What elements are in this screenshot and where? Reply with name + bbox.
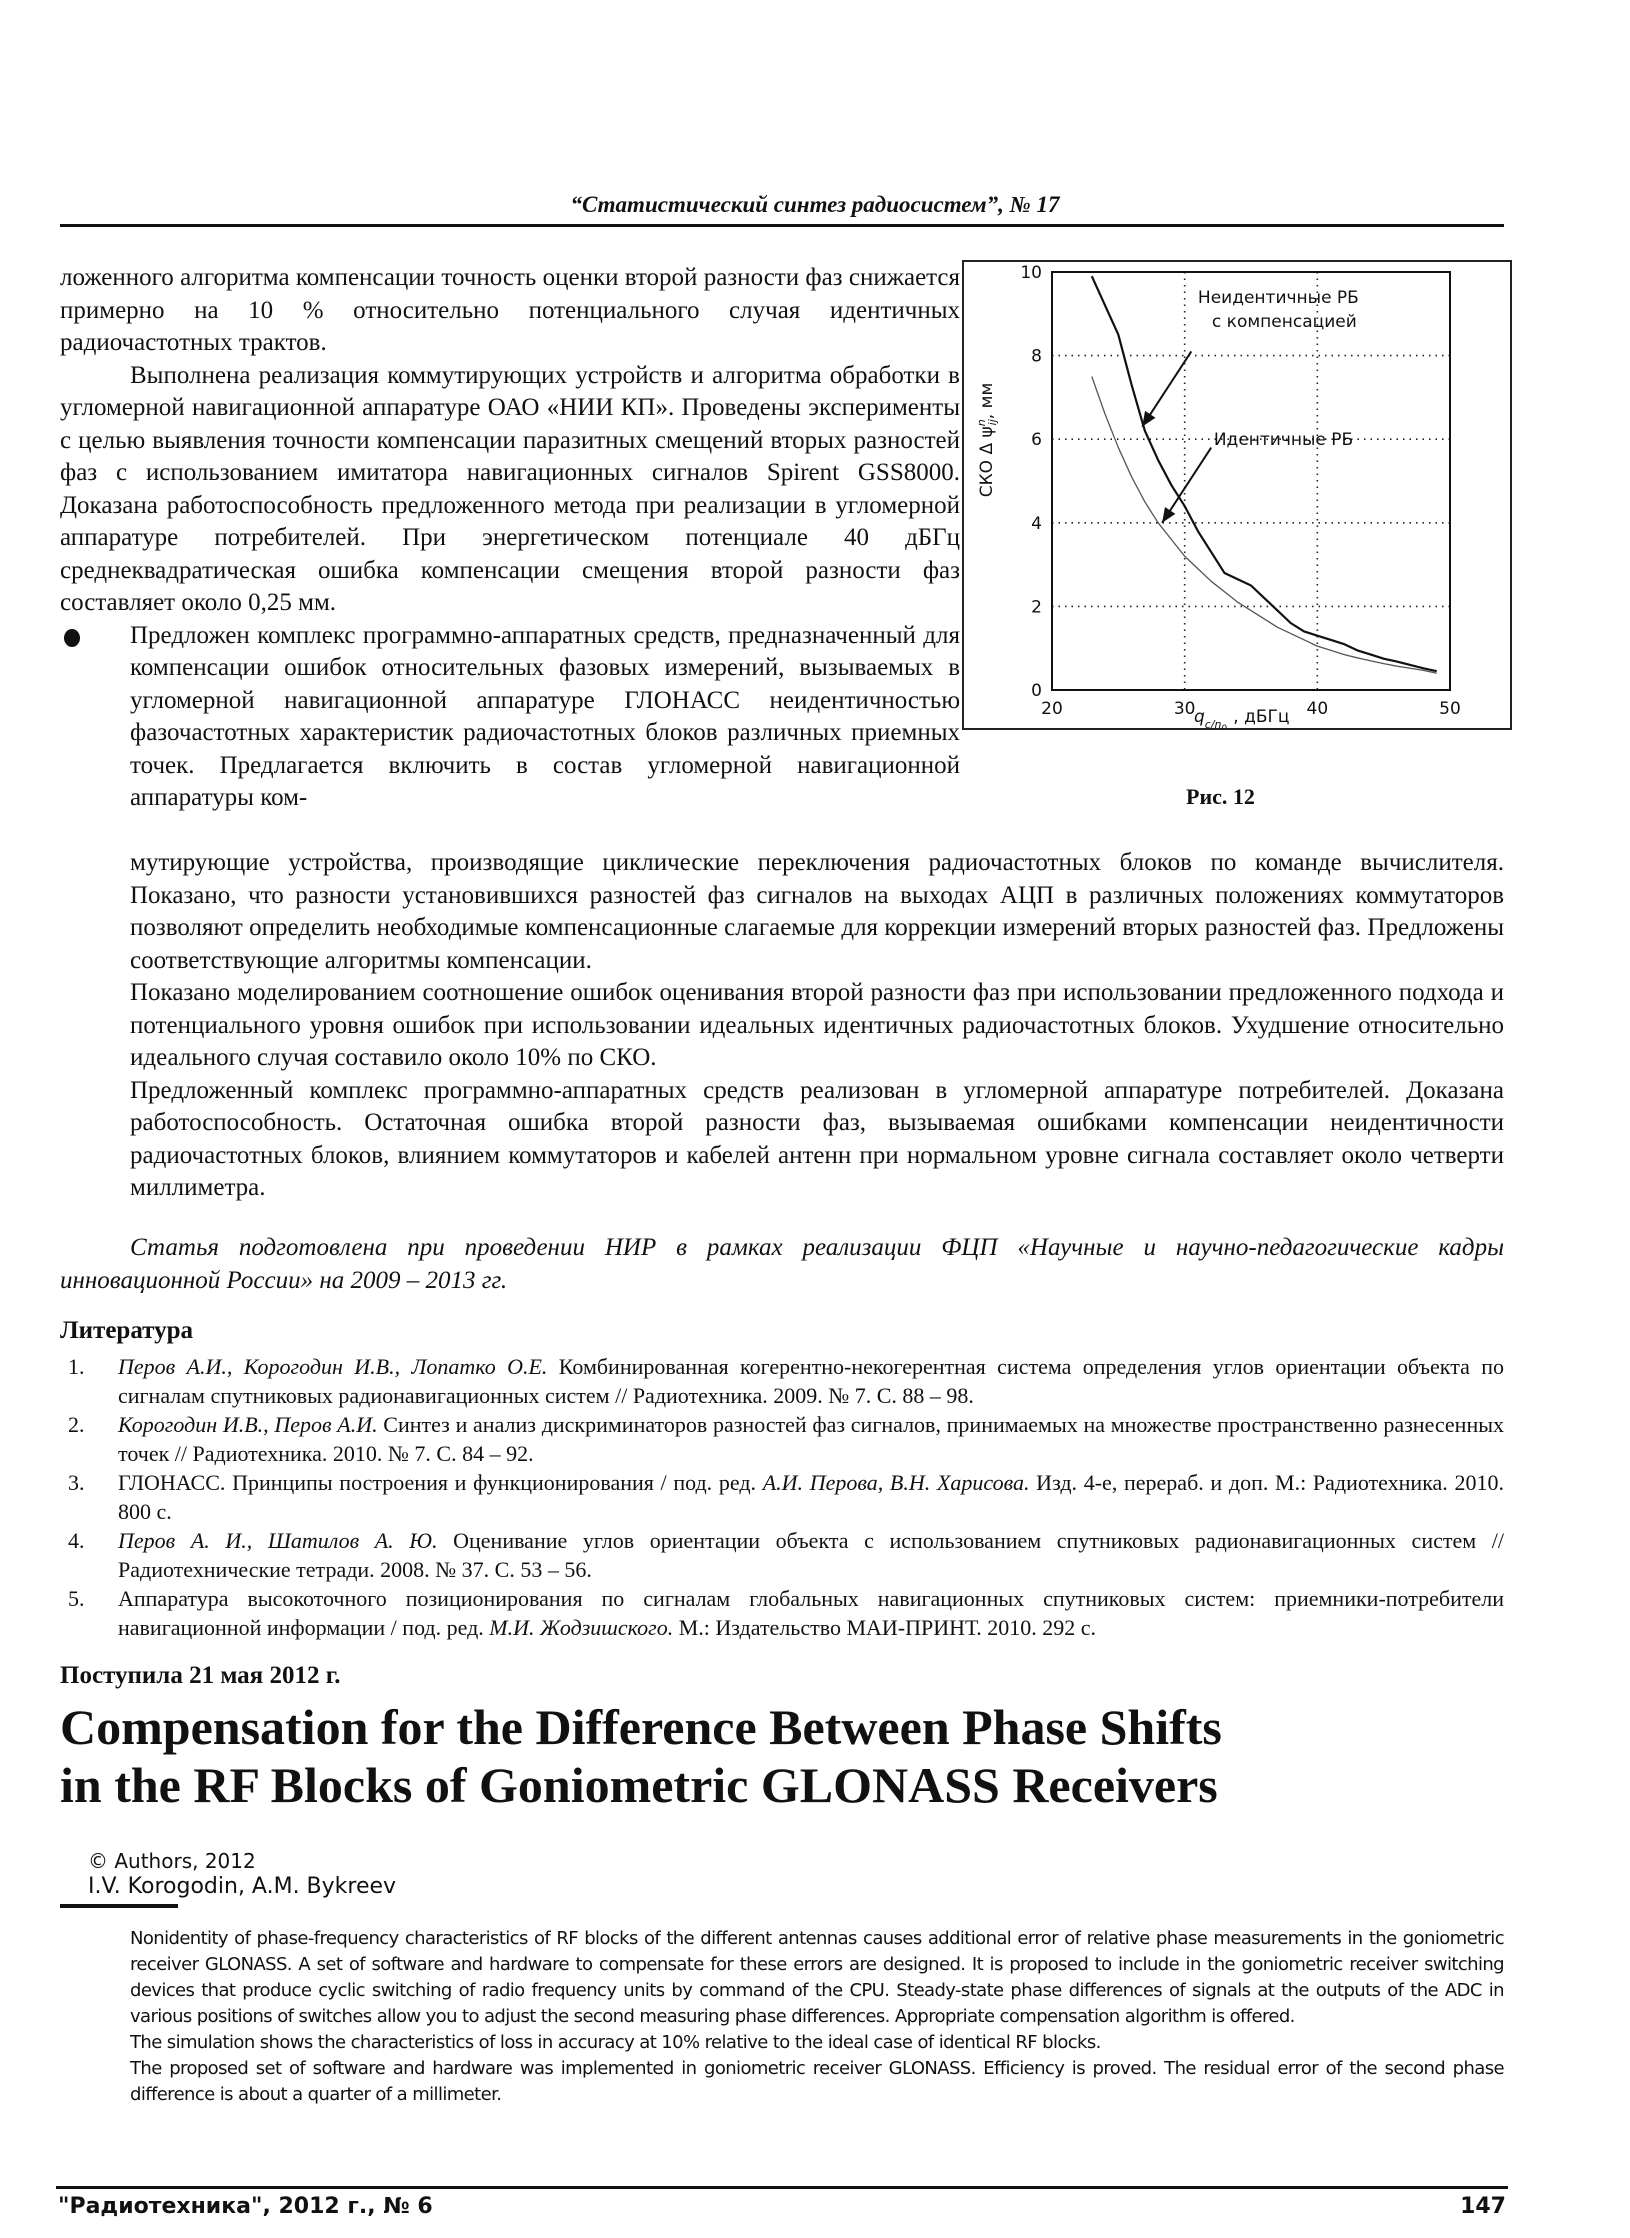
bullet-icon (64, 629, 80, 647)
paragraph: Показано моделированием соотношение ошибок оценивания второй разности фаз при использовании предложенного подхода и потенциального уровня ошибок при использовании идеальных идентичных радиочастотных блоков. Ухудшение относительно идеального случая составило около 10% по СКО. (130, 979, 1504, 1071)
paragraph: Предложенный комплекс программно-аппаратных средств реализован в угломерной аппаратуре потребителей. Доказана работоспособность. Остаточная ошибка второй разности фаз, вызываемая ошибками компенсации неидентичности радиочастотных блоков, влиянием коммутаторов и кабелей антенн при нормальном уровне сигнала составляет около четверти миллиметра. (130, 1076, 1504, 1201)
bullet-item (60, 620, 960, 815)
reference-list (60, 1352, 1504, 1642)
reference-text: Комбинированная когерентно-некогерентная система определения углов ориентации объекта по сигналам спутниковых радионавигационных систем // Радиотехника. 2009. № 7. С. 88 – 98. (118, 1354, 1505, 1408)
reference-item (60, 1352, 1504, 1410)
grid (1052, 272, 1450, 690)
literature-heading: Литература (60, 1317, 194, 1344)
received-date: Поступила 21 мая 2012 г. (60, 1662, 341, 1689)
footer-rule (56, 2186, 1508, 2189)
copyright: © Authors, 2012 (88, 1849, 256, 1873)
y-axis-label: СКО Δ $\psi^nij$, мм (975, 382, 999, 498)
annotation-label: Идентичные РБ (1213, 430, 1354, 451)
figure-caption: Рис. 12 (1186, 784, 1255, 809)
x-tick-label: 30 (1173, 699, 1196, 719)
paragraph: Предложен комплекс программно-аппаратных средств, предназначенный для компенсации ошибок относительных фазовых измерений, вызываемых в угломерной навигационной аппаратуре ГЛОНАСС неидентичностью фазочастотных характеристик радиочастотных блоков различных приемных точек. Предлагается включить в состав угломерной навигационной аппаратуры ком- (130, 621, 960, 811)
reference-item (60, 1526, 1504, 1584)
reference-text: Изд. 4-е, перераб. и доп. М.: Радиотехника. 2010. 800 с. (118, 1470, 1504, 1524)
annotation-label: Неидентичные РБ (1197, 288, 1359, 309)
x-tick-label: 50 (1439, 699, 1461, 719)
running-head: “Статистический синтез радиосистем”, № 17 (570, 192, 1060, 217)
reference-authors: Перов А.И., Корогодин И.В., Лопатко О.Е. (118, 1354, 548, 1379)
x-tick-label: 40 (1306, 699, 1329, 719)
reference-authors: Корогодин И.В., Перов А.И. (118, 1412, 378, 1437)
reference-item (60, 1410, 1504, 1468)
abstract-paragraph: Nonidentity of phase-frequency characteristics of RF blocks of the different antennas causes additional error of relative phase measurements in the goniometric receiver GLONASS. A set of software and hardware to compensate for these errors are designed. It is proposed to include in the goniometric receiver switching devices that produce cyclic switching of radio frequency units by command of the CPU. Steady-state phase differences of signals at the outputs of the ADC in various positions of switches allow you to adjust the second measuring phase differences. Appropriate compensation algorithm is offered. (130, 1928, 1504, 2027)
section-rule (60, 1904, 178, 1908)
reference-item (60, 1468, 1504, 1526)
reference-text: ГЛОНАСС. Принципы построения и функционирования / под. ред. (118, 1470, 763, 1495)
reference-number: 1. (68, 1354, 85, 1379)
plot-area (1052, 272, 1450, 690)
y-tick-label: 8 (1031, 346, 1042, 367)
authors-block (88, 1848, 396, 1900)
x-tick-label: 20 (1041, 699, 1063, 719)
chart (962, 260, 1512, 730)
reference-number: 2. (68, 1412, 85, 1437)
reference-number: 3. (68, 1470, 85, 1495)
reference-text: Аппаратура высокоточного позиционирования по сигналам глобальных навигационных спутниковых систем: приемники-потребители навигационной информации / под. ред. (118, 1586, 1504, 1640)
reference-authors: Перов А. И., Шатилов А. Ю. (118, 1528, 438, 1553)
annotation-label: с компенсацией (1211, 312, 1357, 333)
abstract-paragraph: The proposed set of software and hardware was implemented in goniometric receiver GLONASS. Efficiency is proved. The residual error of the second phase difference is about a quarter of a millimeter. (130, 2058, 1504, 2105)
annotations (1142, 288, 1359, 523)
paragraph: Выполнена реализация коммутирующих устройств и алгоритма обработки в угломерной навигационной аппаратуре ОАО «НИИ КП». Проведены эксперименты с целью выявления точности компенсации паразитных смещений вторых разностей фаз с использованием имитатора навигационных сигналов Spirent GSS8000. Доказана работоспособность предложенного метода при реализации в угломерной аппаратуре потребителей. При энергетическом потенциале 40 дБГц среднеквадратическая ошибка компенсации смещения второй разности фаз составляет около 0,25 мм. (60, 361, 960, 616)
page-number: 147 (1460, 2194, 1506, 2219)
header-rule (60, 224, 1504, 227)
paragraph: мутирующие устройства, производящие циклические переключения радиочастотных блоков по команде вычислителя. Показано, что разности установившихся разностей фаз сигналов на выходах АЦП в различных положениях коммутаторов позволяют определить необходимые компенсационные слагаемые для коррекции измерений вторых разностей фаз. Предложены соответствующие алгоритмы компенсации. (130, 849, 1504, 974)
reference-text: М.: Издательство МАИ-ПРИНТ. 2010. 292 с. (673, 1615, 1097, 1640)
acknowledgment: Статья подготовлена при проведении НИР в рамках реализации ФЦП «Научные и научно-педагогические кадры инновационной России» на 2009 – 2013 гг. (60, 1234, 1504, 1294)
series-line-1 (1092, 276, 1437, 671)
reference-number: 5. (68, 1586, 85, 1611)
annotation-arrow-head (1142, 411, 1155, 427)
title-line: Compensation for the Difference Between Phase Shifts (60, 1699, 1222, 1755)
y-tick-label: 4 (1031, 513, 1042, 534)
annotation-arrow-head (1162, 507, 1175, 523)
x-axis-label: $q_{c/n}0$, дБГц (1194, 707, 1290, 730)
y-tick-label: 10 (1020, 263, 1042, 283)
reference-number: 4. (68, 1528, 85, 1553)
full-width-text (130, 847, 1504, 1205)
series (1092, 276, 1437, 673)
reference-editors: А.И. Перова, В.Н. Харисова. (762, 1470, 1030, 1495)
left-column (60, 262, 960, 815)
reference-text: Оценивание углов ориентации объекта с использованием спутниковых радионавигационных систем // Радиотехнические тетради. 2008. № 37. С. 53 – 56. (118, 1528, 1504, 1582)
abstract-paragraph: The simulation shows the characteristics of loss in accuracy at 10% relative to the ideal case of identical RF blocks. (130, 2032, 1101, 2053)
paragraph: ложенного алгоритма компенсации точность оценки второй разности фаз снижается примерно на 10 % относительно потенциального случая идентичных радиочастотных трактов. (60, 264, 960, 356)
author-names: I.V. Korogodin, A.M. Bykreev (88, 1874, 397, 1899)
y-tick-label: 0 (1031, 681, 1042, 701)
reference-item (60, 1584, 1504, 1642)
title-line: in the RF Blocks of Goniometric GLONASS Receivers (60, 1757, 1218, 1813)
reference-editors: М.И. Жодзишского. (489, 1615, 674, 1640)
y-tick-label: 6 (1031, 430, 1042, 451)
english-abstract (130, 1926, 1504, 2108)
journal-footer: "Радиотехника", 2012 г., № 6 (58, 2194, 433, 2219)
y-tick-label: 2 (1031, 597, 1042, 618)
reference-text: Синтез и анализ дискриминаторов разностей фаз сигналов, принимаемых на множестве пространственно разнесенных точек // Радиотехника. 2010. № 7. С. 84 – 92. (118, 1412, 1505, 1466)
english-title (60, 1698, 1222, 1814)
